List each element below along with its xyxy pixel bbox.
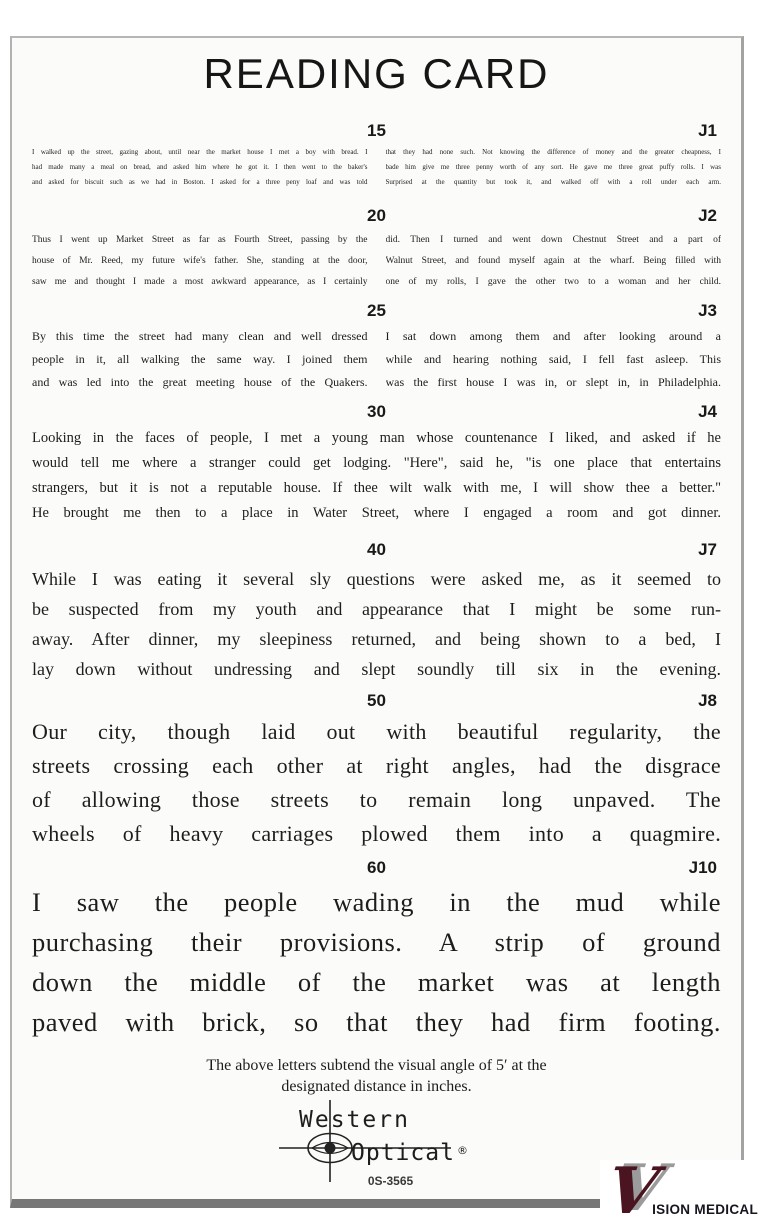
row-labels bbox=[32, 691, 721, 710]
passage-distance-15 bbox=[32, 145, 368, 190]
text-line: that they had none such. Not knowing the difference of money and the greater cheapness, I bbox=[385, 148, 721, 156]
acuity-row-50 bbox=[32, 691, 721, 851]
text-line: strangers, but it is not a reputable house. If thee wilt walk with me, I will show thee a better." bbox=[32, 480, 721, 496]
text-line: one of my rolls, I gave the other two to a woman and her child. bbox=[385, 277, 721, 287]
text-line: By this time the street had many clean and well dressed bbox=[32, 329, 368, 343]
passage-jaeger-j3 bbox=[386, 325, 722, 394]
reading-card bbox=[10, 36, 744, 1208]
vision-medical-watermark bbox=[600, 1154, 760, 1229]
text-line: and was led into the great meeting house of the Quakers. bbox=[32, 375, 368, 389]
eye-crosshair-icon bbox=[279, 1100, 475, 1182]
logo-word-western: Western bbox=[298, 1107, 410, 1133]
text-line: Our city, though laid out with beautiful regularity, the bbox=[32, 719, 721, 744]
text-line: While I was eating it several sly questions were asked me, as it seemed to bbox=[32, 569, 721, 589]
acuity-row-40 bbox=[32, 540, 721, 684]
row-labels bbox=[32, 540, 721, 559]
passage-jaeger-j7 bbox=[32, 564, 721, 684]
jaeger-label: J2 bbox=[698, 206, 717, 225]
jaeger-label: J10 bbox=[688, 858, 717, 877]
jaeger-label: J4 bbox=[698, 402, 717, 421]
jaeger-label: J3 bbox=[698, 301, 717, 320]
text-line: and asked for biscuit such as we had in Boston. I asked for a three peny loaf and was told bbox=[32, 178, 368, 186]
distance-label: 15 bbox=[367, 121, 386, 140]
text-line: lay down without undressing and slept soundly till six in the evening. bbox=[32, 659, 721, 679]
text-line: wheels of heavy carriages plowed them into a quagmire. bbox=[32, 821, 721, 846]
passage-jaeger-j8 bbox=[32, 715, 721, 851]
acuity-row-25 bbox=[32, 301, 721, 394]
row-labels bbox=[32, 301, 721, 320]
vision-medical-label: ISION MEDICAL bbox=[652, 1202, 758, 1217]
jaeger-label: J1 bbox=[698, 121, 717, 140]
text-line: away. After dinner, my sleepiness returned, and being shown to a bed, I bbox=[32, 629, 721, 649]
registered-trademark-icon: ® bbox=[456, 1144, 468, 1157]
distance-label: 30 bbox=[367, 402, 386, 421]
passage-jaeger-j4 bbox=[32, 426, 721, 526]
row-labels bbox=[32, 121, 721, 140]
text-line: of allowing those streets to remain long unpaved. The bbox=[32, 787, 721, 812]
card-title: READING CARD bbox=[203, 50, 550, 97]
text-line: I saw the people wading in the mud while bbox=[32, 887, 721, 917]
text-line: streets crossing each other at right angles, had the disgrace bbox=[32, 753, 721, 778]
text-line: Walnut Street, and found myself again at the wharf. Being filled with bbox=[385, 256, 721, 266]
passage-jaeger-j1 bbox=[386, 145, 722, 190]
jaeger-label: J8 bbox=[698, 691, 717, 710]
vision-medical-v-icon: V bbox=[603, 1154, 664, 1229]
text-line: down the middle of the market was at length bbox=[32, 967, 721, 997]
text-line: I sat down among them and after looking around a bbox=[385, 329, 721, 343]
row-labels bbox=[32, 206, 721, 225]
passage-jaeger-j2 bbox=[386, 230, 722, 293]
text-line: house of Mr. Reed, my future wife's father. She, standing at the door, bbox=[32, 256, 368, 266]
text-line: He brought me then to a place in Water Street, where I engaged a room and got dinner. bbox=[32, 505, 721, 521]
text-line: saw me and thought I made a most awkward appearance, as I certainly bbox=[32, 277, 368, 287]
distance-label: 60 bbox=[367, 858, 386, 877]
text-line: Looking in the faces of people, I met a young man whose countenance I liked, and asked if he bbox=[32, 430, 721, 446]
passage-jaeger-j10 bbox=[32, 882, 721, 1042]
acuity-row-15 bbox=[32, 121, 721, 190]
text-line: paved with brick, so that they had firm footing. bbox=[32, 1007, 721, 1037]
subtend-footnote bbox=[32, 1055, 721, 1097]
footnote-line: The above letters subtend the visual angle of 5′ at the bbox=[206, 1057, 547, 1074]
acuity-row-60 bbox=[32, 858, 721, 1042]
logo-word-optical: Optical bbox=[350, 1140, 455, 1166]
text-line: while and hearing nothing said, I fell fast asleep. This bbox=[385, 352, 721, 366]
distance-label: 40 bbox=[367, 540, 386, 559]
text-line: people in it, all walking the same way. I joined them bbox=[32, 352, 368, 366]
acuity-row-30 bbox=[32, 402, 721, 526]
text-line: I walked up the street, gazing about, until near the market house I met a boy with bread. I bbox=[32, 148, 368, 156]
text-line: Surprised at the quantity but took it, and walked off with a roll under each arm. bbox=[385, 178, 721, 186]
passage-distance-20 bbox=[32, 230, 368, 293]
catalog-number: 0S-3565 bbox=[367, 1174, 414, 1188]
eye-pupil bbox=[324, 1143, 335, 1154]
western-optical-logo bbox=[277, 1100, 477, 1188]
text-line: was the first house I was in, or slept in, in Philadelphia. bbox=[385, 375, 721, 389]
text-line: did. Then I turned and went down Chestnut Street and a part of bbox=[385, 235, 721, 245]
text-line: bade him give me three penny worth of any sort. He gave me three great puffy rolls. I was bbox=[385, 163, 721, 171]
passage-distance-25 bbox=[32, 325, 368, 394]
distance-label: 20 bbox=[367, 206, 386, 225]
text-line: be suspected from my youth and appearance that I might be some run- bbox=[32, 599, 721, 619]
row-labels bbox=[32, 402, 721, 421]
text-line: purchasing their provisions. A strip of ground bbox=[32, 927, 721, 957]
distance-label: 25 bbox=[367, 301, 386, 320]
distance-label: 50 bbox=[367, 691, 386, 710]
row-labels bbox=[32, 858, 721, 877]
acuity-row-20 bbox=[32, 206, 721, 293]
text-line: would tell me where a stranger could get lodging. "Here", said he, "is one place that entertains bbox=[32, 455, 721, 471]
footnote-line: designated distance in inches. bbox=[281, 1078, 472, 1095]
text-line: had made many a meal on bread, and asked him where he got it. I then went to the baker's bbox=[32, 163, 368, 171]
text-line: Thus I went up Market Street as far as Fourth Street, passing by the bbox=[32, 235, 368, 245]
jaeger-label: J7 bbox=[698, 540, 717, 559]
